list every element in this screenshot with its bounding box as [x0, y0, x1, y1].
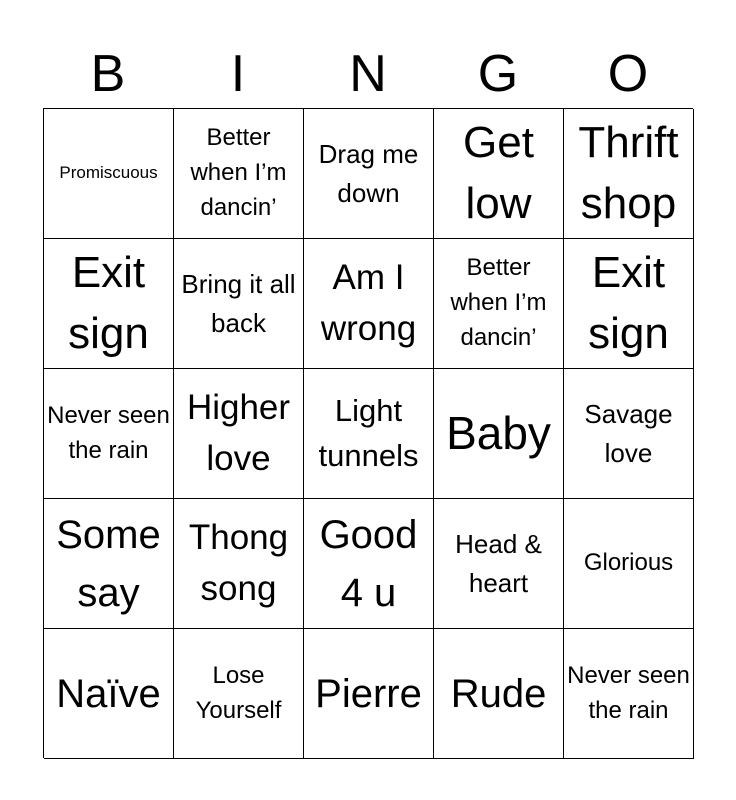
bingo-cell[interactable]	[304, 499, 434, 629]
cell-label: Better when I’m dancin’	[190, 124, 287, 221]
bingo-cell[interactable]	[434, 109, 564, 239]
cell-label: Higher love	[186, 387, 291, 478]
cell-label: Never seen the rain	[567, 661, 690, 724]
bingo-cell[interactable]	[564, 629, 694, 759]
bingo-header	[43, 40, 693, 108]
cell-label: Head & heart	[455, 528, 542, 598]
cell-label: Thong song	[188, 517, 289, 608]
cell-label: Am I wrong	[320, 257, 417, 348]
cell-label: Never seen the rain	[47, 401, 170, 464]
cell-label: Baby	[446, 406, 551, 459]
cell-label: Better when I’m dancin’	[450, 254, 547, 351]
header-letter-o: O	[607, 45, 649, 103]
bingo-cell[interactable]	[44, 109, 174, 239]
bingo-cell[interactable]	[44, 499, 174, 629]
bingo-cell[interactable]	[564, 499, 694, 629]
bingo-cell[interactable]	[44, 629, 174, 759]
cell-label: Glorious	[583, 549, 674, 577]
cell-label: Some say	[56, 512, 161, 615]
cell-label: Get low	[463, 117, 534, 228]
cell-label: Exit sign	[588, 247, 669, 358]
bingo-cell[interactable]	[174, 109, 304, 239]
bingo-cell[interactable]	[304, 629, 434, 759]
cell-label: Good 4 u	[319, 512, 418, 615]
cell-label: Exit sign	[68, 247, 149, 358]
header-letter-g: G	[477, 45, 519, 103]
cell-label: Drag me down	[318, 138, 419, 208]
bingo-cell[interactable]	[564, 239, 694, 369]
header-letter-i: I	[230, 45, 246, 103]
bingo-cell[interactable]	[304, 369, 434, 499]
cell-label: Light tunnels	[318, 392, 419, 473]
cell-label: Lose Yourself	[195, 661, 282, 724]
bingo-cell[interactable]	[174, 629, 304, 759]
cell-label: Promiscuous	[59, 163, 158, 183]
bingo-cell[interactable]	[174, 499, 304, 629]
bingo-cell[interactable]	[434, 499, 564, 629]
bingo-cell[interactable]	[44, 369, 174, 499]
bingo-cell[interactable]	[304, 239, 434, 369]
bingo-board	[43, 108, 693, 758]
bingo-cell[interactable]	[174, 239, 304, 369]
bingo-cell[interactable]	[564, 109, 694, 239]
cell-label: Naïve	[56, 671, 161, 716]
bingo-cell[interactable]	[434, 629, 564, 759]
cell-label: Rude	[450, 671, 547, 716]
bingo-cell[interactable]	[174, 369, 304, 499]
bingo-cell[interactable]	[44, 239, 174, 369]
bingo-cell[interactable]	[564, 369, 694, 499]
header-letter-n: N	[349, 45, 387, 103]
bingo-cell[interactable]	[434, 239, 564, 369]
cell-label: Bring it all back	[181, 268, 296, 338]
header-letter-b: B	[90, 45, 126, 103]
bingo-cell[interactable]	[304, 109, 434, 239]
bingo-cell[interactable]	[434, 369, 564, 499]
cell-label: Thrift shop	[578, 117, 679, 228]
cell-label: Savage love	[584, 398, 673, 468]
cell-label: Pierre	[315, 671, 422, 716]
